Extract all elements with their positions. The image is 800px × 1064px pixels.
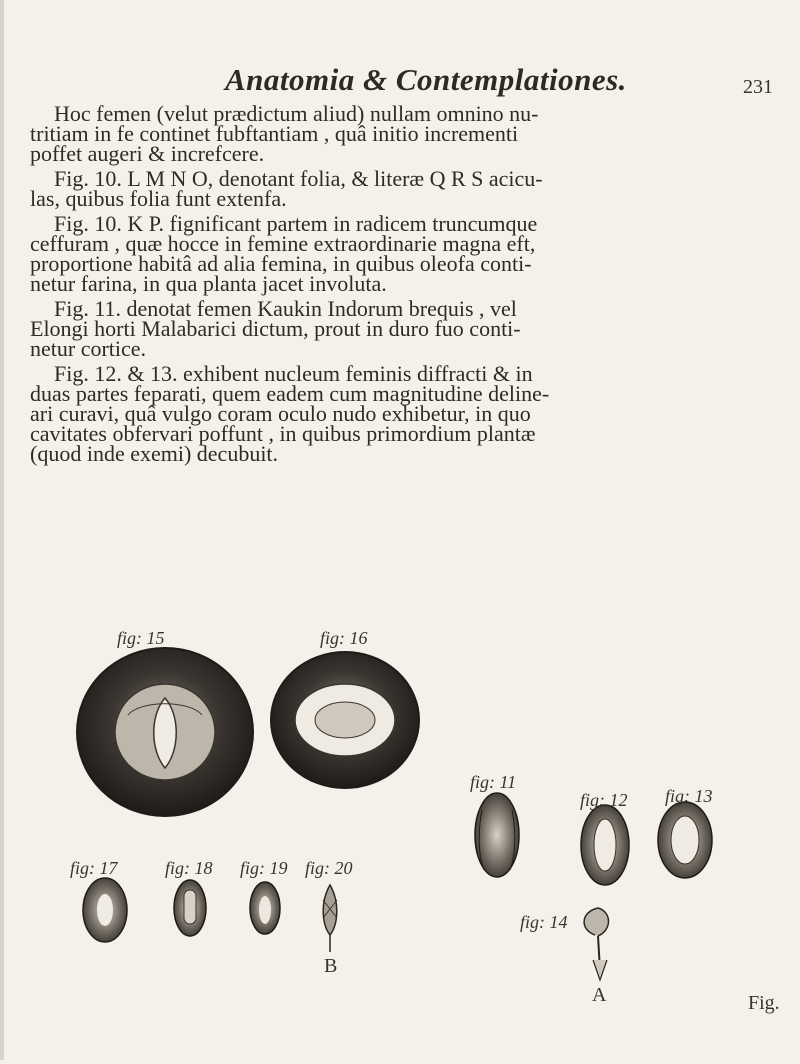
text-line: duas partes feparati, quem eadem cum magnitudine deline-	[30, 381, 550, 406]
figure-label: fig: 15	[117, 628, 165, 648]
figure-label: fig: 16	[320, 628, 368, 648]
figure-13-seed	[658, 802, 712, 878]
figure-label: fig: 12	[580, 790, 628, 810]
text-line: poffet augeri & increfcere.	[30, 141, 265, 166]
figure-14-sprout	[584, 908, 608, 980]
text-line: cavitates obfervari poffunt , in quibus primordium plantæ	[30, 421, 536, 446]
paragraph	[30, 361, 800, 466]
figure-19-seed	[250, 882, 280, 934]
paragraph	[30, 166, 800, 211]
text-line: (quod inde exemi) decubuit.	[30, 441, 279, 466]
engraved-plate	[0, 540, 800, 1060]
letter-label-b: B	[324, 955, 338, 977]
running-head: Anatomia & Contemplationes.	[225, 62, 627, 97]
figure-16-seed	[271, 652, 419, 788]
text-line: netur farina, in qua planta jacet involuta.	[30, 271, 387, 296]
page-number: 231	[743, 76, 773, 98]
text-line: las, quibus folia funt extenfa.	[30, 186, 287, 211]
text-line: proportione habitâ ad alia femina, in quibus oleofa conti-	[30, 251, 532, 276]
text-line: Fig. 12. & 13. exhibent nucleum feminis diffracti & in	[54, 361, 533, 386]
figure-18-seed	[174, 880, 206, 936]
figure-label: fig: 17	[70, 858, 118, 878]
paragraph	[30, 211, 800, 296]
figure-12-seed	[581, 805, 629, 885]
paragraph	[30, 296, 800, 361]
figure-11-seed	[475, 793, 519, 877]
text-line: Fig. 10. L M N O, denotant folia, & literæ Q R S acicu-	[54, 166, 543, 191]
text-line: Elongi horti Malabarici dictum, prout in duro fuo conti-	[30, 316, 521, 341]
letter-label-a: A	[592, 984, 607, 1006]
text-line: Fig. 10. K P. fignificant partem in radicem truncumque	[54, 211, 538, 236]
figure-17-seed	[83, 878, 127, 942]
text-line: ari curavi, quâ vulgo coram oculo nudo exhibetur, in quo	[30, 401, 531, 426]
figure-label: fig: 20	[305, 858, 353, 878]
figure-label: fig: 11	[470, 772, 517, 792]
catchword: Fig.	[748, 992, 780, 1014]
figure-label: fig: 19	[240, 858, 288, 878]
text-line: Fig. 11. denotat femen Kaukin Indorum brequis , vel	[54, 296, 517, 321]
figure-label: fig: 13	[665, 786, 713, 806]
text-line: netur cortice.	[30, 336, 147, 361]
figure-20-sprout	[323, 885, 337, 952]
body-text	[30, 101, 800, 469]
text-line: Hoc femen (velut prædictum aliud) nullam omnino nu-	[54, 101, 539, 126]
text-line: tritiam in fe continet fubftantiam , quâ initio incrementi	[30, 121, 519, 146]
figure-15-seed	[77, 648, 253, 816]
figure-label: fig: 14	[520, 912, 568, 932]
text-line: ceffuram , quæ hocce in femine extraordinarie magna eft,	[30, 231, 536, 256]
figure-label: fig: 18	[165, 858, 213, 878]
page-header	[0, 62, 800, 102]
paragraph	[30, 101, 800, 166]
